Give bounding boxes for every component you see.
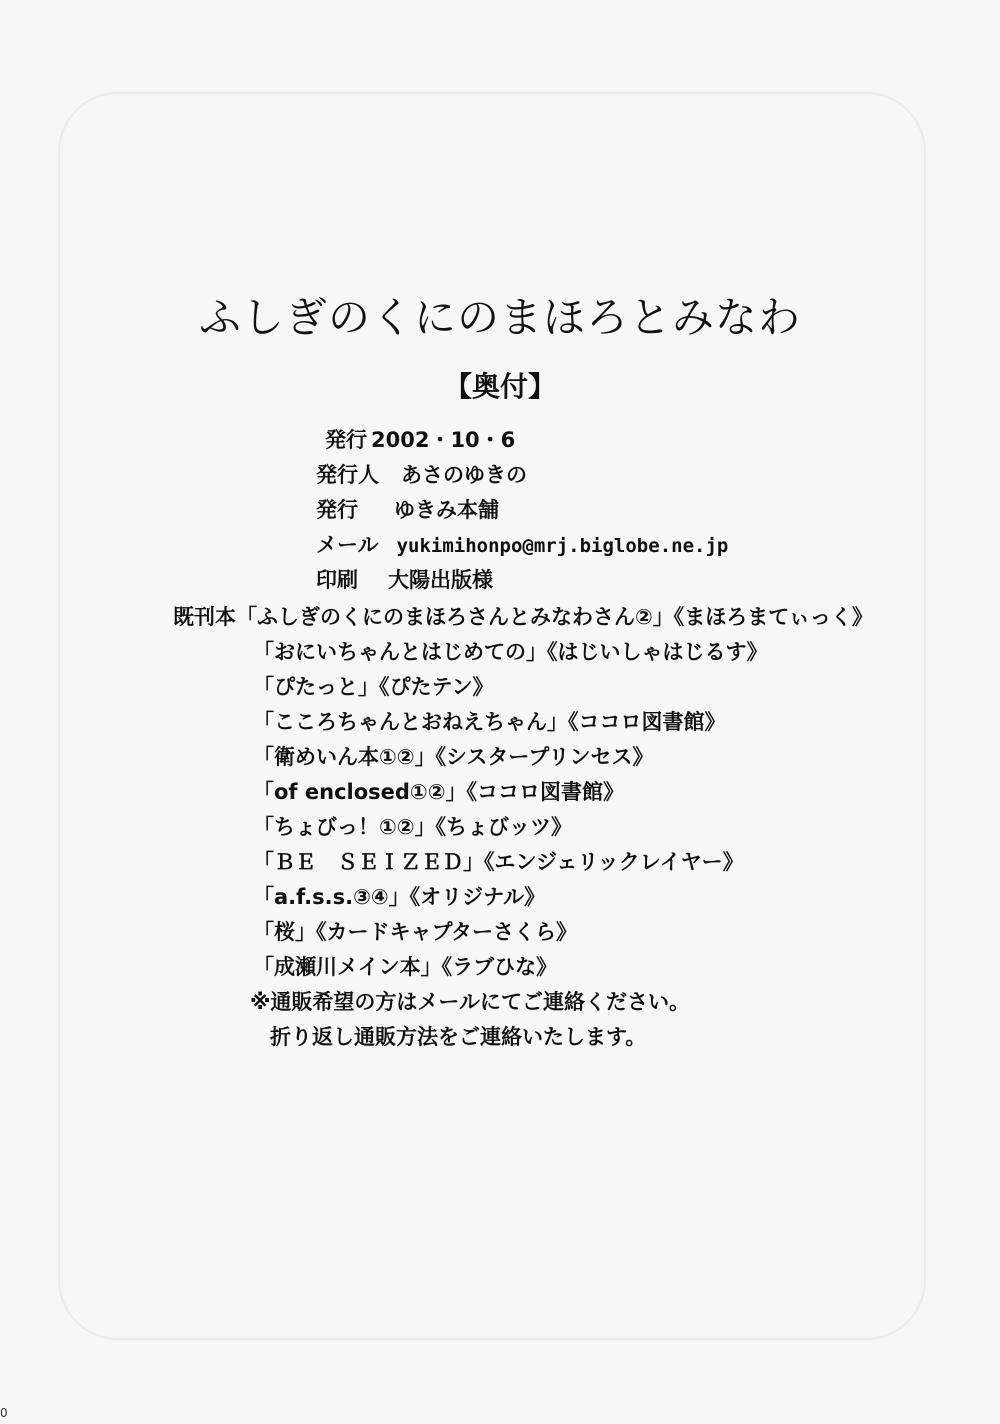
email-label: メール [316,533,379,557]
backlist-item: 「ふしぎのくにのまほろさんとみなわさん②」《まほろまてぃっく》 [236,605,873,629]
backlist-item: 「衛めいん本①②」《シスタープリンセス》 [253,745,654,769]
publication-date [325,425,515,455]
publisher-label: 発行 [316,498,358,522]
publisher-person-value: あさのゆきの [401,463,527,487]
publisher-person [316,460,527,490]
printer-label: 印刷 [316,568,358,592]
email-line [316,530,728,561]
book-title: ふしぎのくにのまほろとみなわ [198,293,801,342]
printer-value: 大陽出版様 [388,568,493,592]
publisher [316,495,499,525]
backlist-item: 「ちょびっ！①②」《ちょびッツ》 [253,815,573,839]
backlist-item: 「こころちゃんとおねえちゃん」《ココロ図書館》 [253,710,726,734]
backlist-item: 「ＢＥ ＳＥＩＺＥＤ」《エンジェリックレイヤー》 [253,850,744,874]
email-value: yukimihonpo@mrj.biglobe.ne.jp [396,535,729,557]
backlist-item: 「a.f.s.s.③④」《オリジナル》 [253,885,546,909]
backlist-item: 「of enclosed①②」《ココロ図書館》 [253,780,624,804]
backlist-label: 既刊本 [173,605,236,629]
date-label: 発行 [325,428,367,452]
publisher-value: ゆきみ本舗 [394,498,499,522]
backlist-row [173,602,873,632]
date-value: 2002・10・6 [371,428,516,452]
backlist-item: 「桜」《カードキャプターさくら》 [253,920,578,944]
mail-order-note-followup: 折り返し通販方法をご連絡いたします。 [270,1025,647,1049]
publisher-person-label: 発行人 [316,463,379,487]
backlist-item: 「成瀬川メイン本」《ラブひな》 [253,955,558,979]
mail-order-note: ※通販希望の方はメールにてご連絡ください。 [250,990,690,1014]
colophon-heading: 【奥付】 [443,370,556,403]
printer-line [316,565,493,595]
backlist-item: 「おにいちゃんとはじめての」《はじいしゃはじるす》 [253,640,768,664]
page-number: 0 [0,1406,8,1420]
backlist-item: 「ぴたっと」《ぴたテン》 [253,675,494,699]
